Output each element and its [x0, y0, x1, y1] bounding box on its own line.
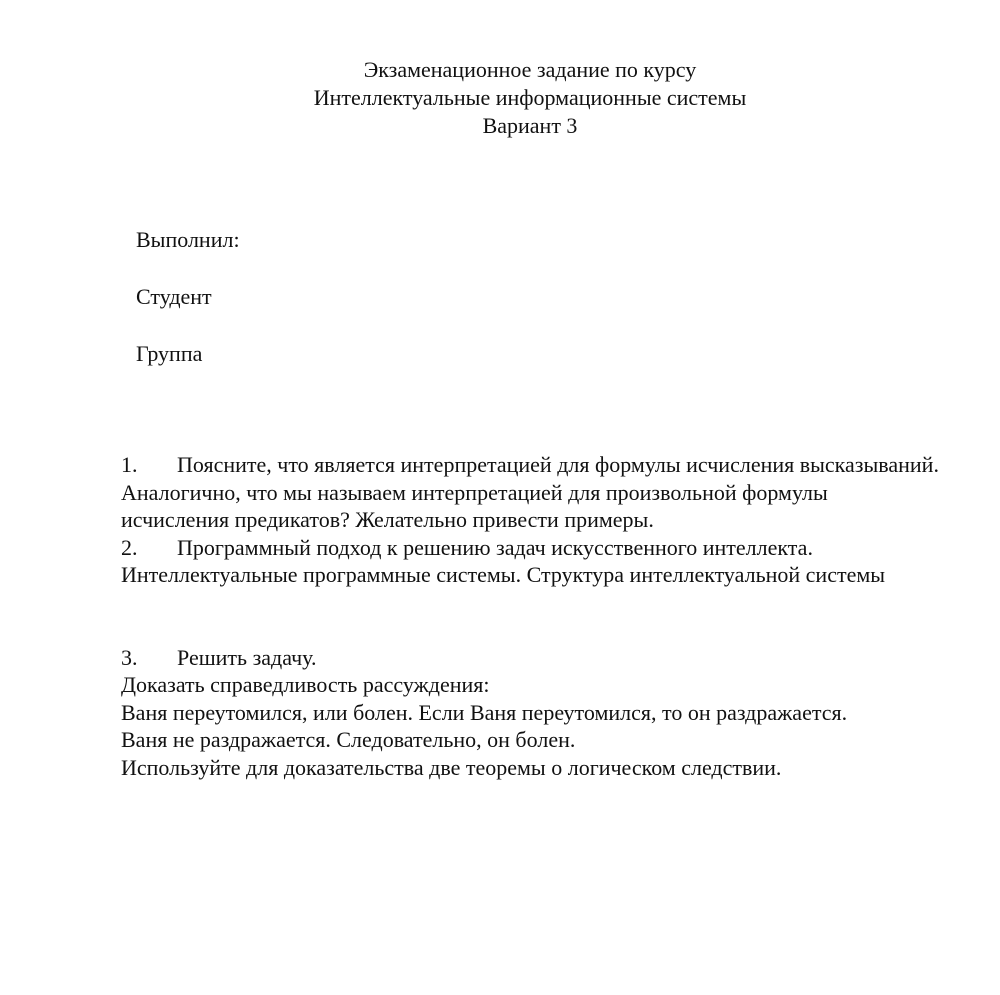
question-text: Решить задачу.: [177, 644, 317, 670]
header-course-line: Экзаменационное задание по курсу: [363, 57, 697, 82]
question-text: Программный подход к решению задач искусственного интеллекта. Интеллектуальные программные системы. Структура интеллектуальной системы: [121, 534, 886, 587]
question-2: [121, 534, 941, 589]
task-instruction-line: Используйте для доказательства две теоремы о логическом следствии.: [121, 754, 782, 780]
question-number: 2.: [121, 534, 138, 560]
task-conclusion-line: Ваня не раздражается. Следовательно, он болен.: [121, 727, 576, 752]
header-subject-line: Интеллектуальные информационные системы: [313, 85, 747, 110]
task-statement-line: Доказать справедливость рассуждения:: [121, 672, 490, 697]
performed-by-label: Выполнил:: [136, 227, 240, 252]
document-header: [0, 56, 1000, 140]
question-3: [121, 644, 941, 672]
group-label: Группа: [136, 341, 203, 366]
task-premise-line: Ваня переутомился, или болен. Если Ваня переутомился, то он раздражается.: [121, 699, 848, 725]
question-1: [121, 451, 941, 534]
question-number: 3.: [121, 644, 138, 670]
question-text: Поясните, что является интерпретацией для формулы исчисления высказываний. Аналогично, что мы называем интерпретацией для произвольной формулы исчисления предикатов? Желательно привести примеры.: [121, 452, 939, 532]
student-info-block: [136, 226, 240, 397]
header-variant-line: Вариант 3: [482, 113, 578, 138]
question-number: 1.: [121, 452, 138, 477]
spacer: [121, 589, 941, 644]
student-label: Студент: [136, 284, 212, 309]
questions-block: [121, 451, 941, 781]
